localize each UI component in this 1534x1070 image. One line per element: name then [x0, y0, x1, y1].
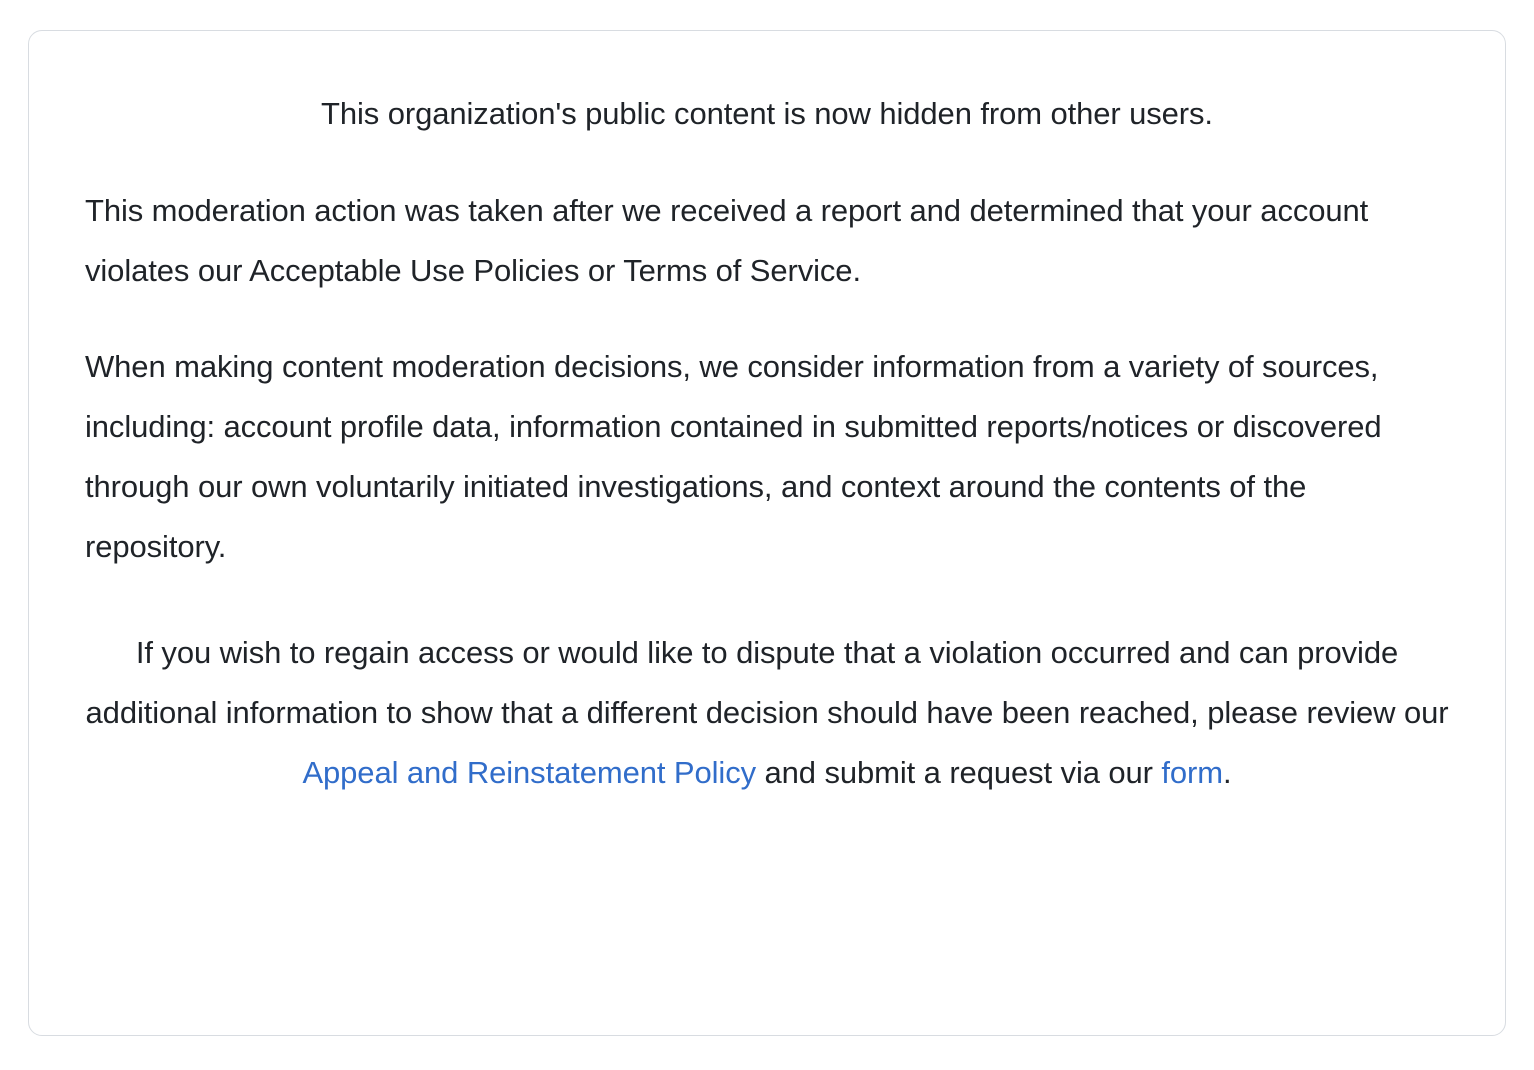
notice-paragraph-appeal [85, 623, 1449, 803]
notice-paragraph-decision-sources: When making content moderation decisions, we consider information from a variety of sources, including: account profile data, information contained in submitted reports/notices or discovered through our own voluntarily initiated investigations, and context around the contents of the repository. [85, 348, 1382, 564]
appeal-text-between-links: and submit a request via our [756, 754, 1162, 790]
moderation-notice-card [28, 30, 1506, 1036]
appeal-text-before-link: If you wish to regain access or would like to dispute that a violation occurred and can provide additional information to show that a different decision should have been reached, please review our [85, 634, 1449, 730]
appeal-text-after-link: . [1223, 754, 1232, 790]
appeal-form-link[interactable]: form [1161, 754, 1224, 790]
notice-heading: This organization's public content is now hidden from other users. [321, 96, 1213, 131]
appeal-and-reinstatement-policy-link[interactable]: Appeal and Reinstatement Policy [302, 754, 757, 790]
notice-paragraph-moderation-action: This moderation action was taken after we received a report and determined that your account violates our Acceptable Use Policies or Terms of Service. [85, 192, 1369, 288]
